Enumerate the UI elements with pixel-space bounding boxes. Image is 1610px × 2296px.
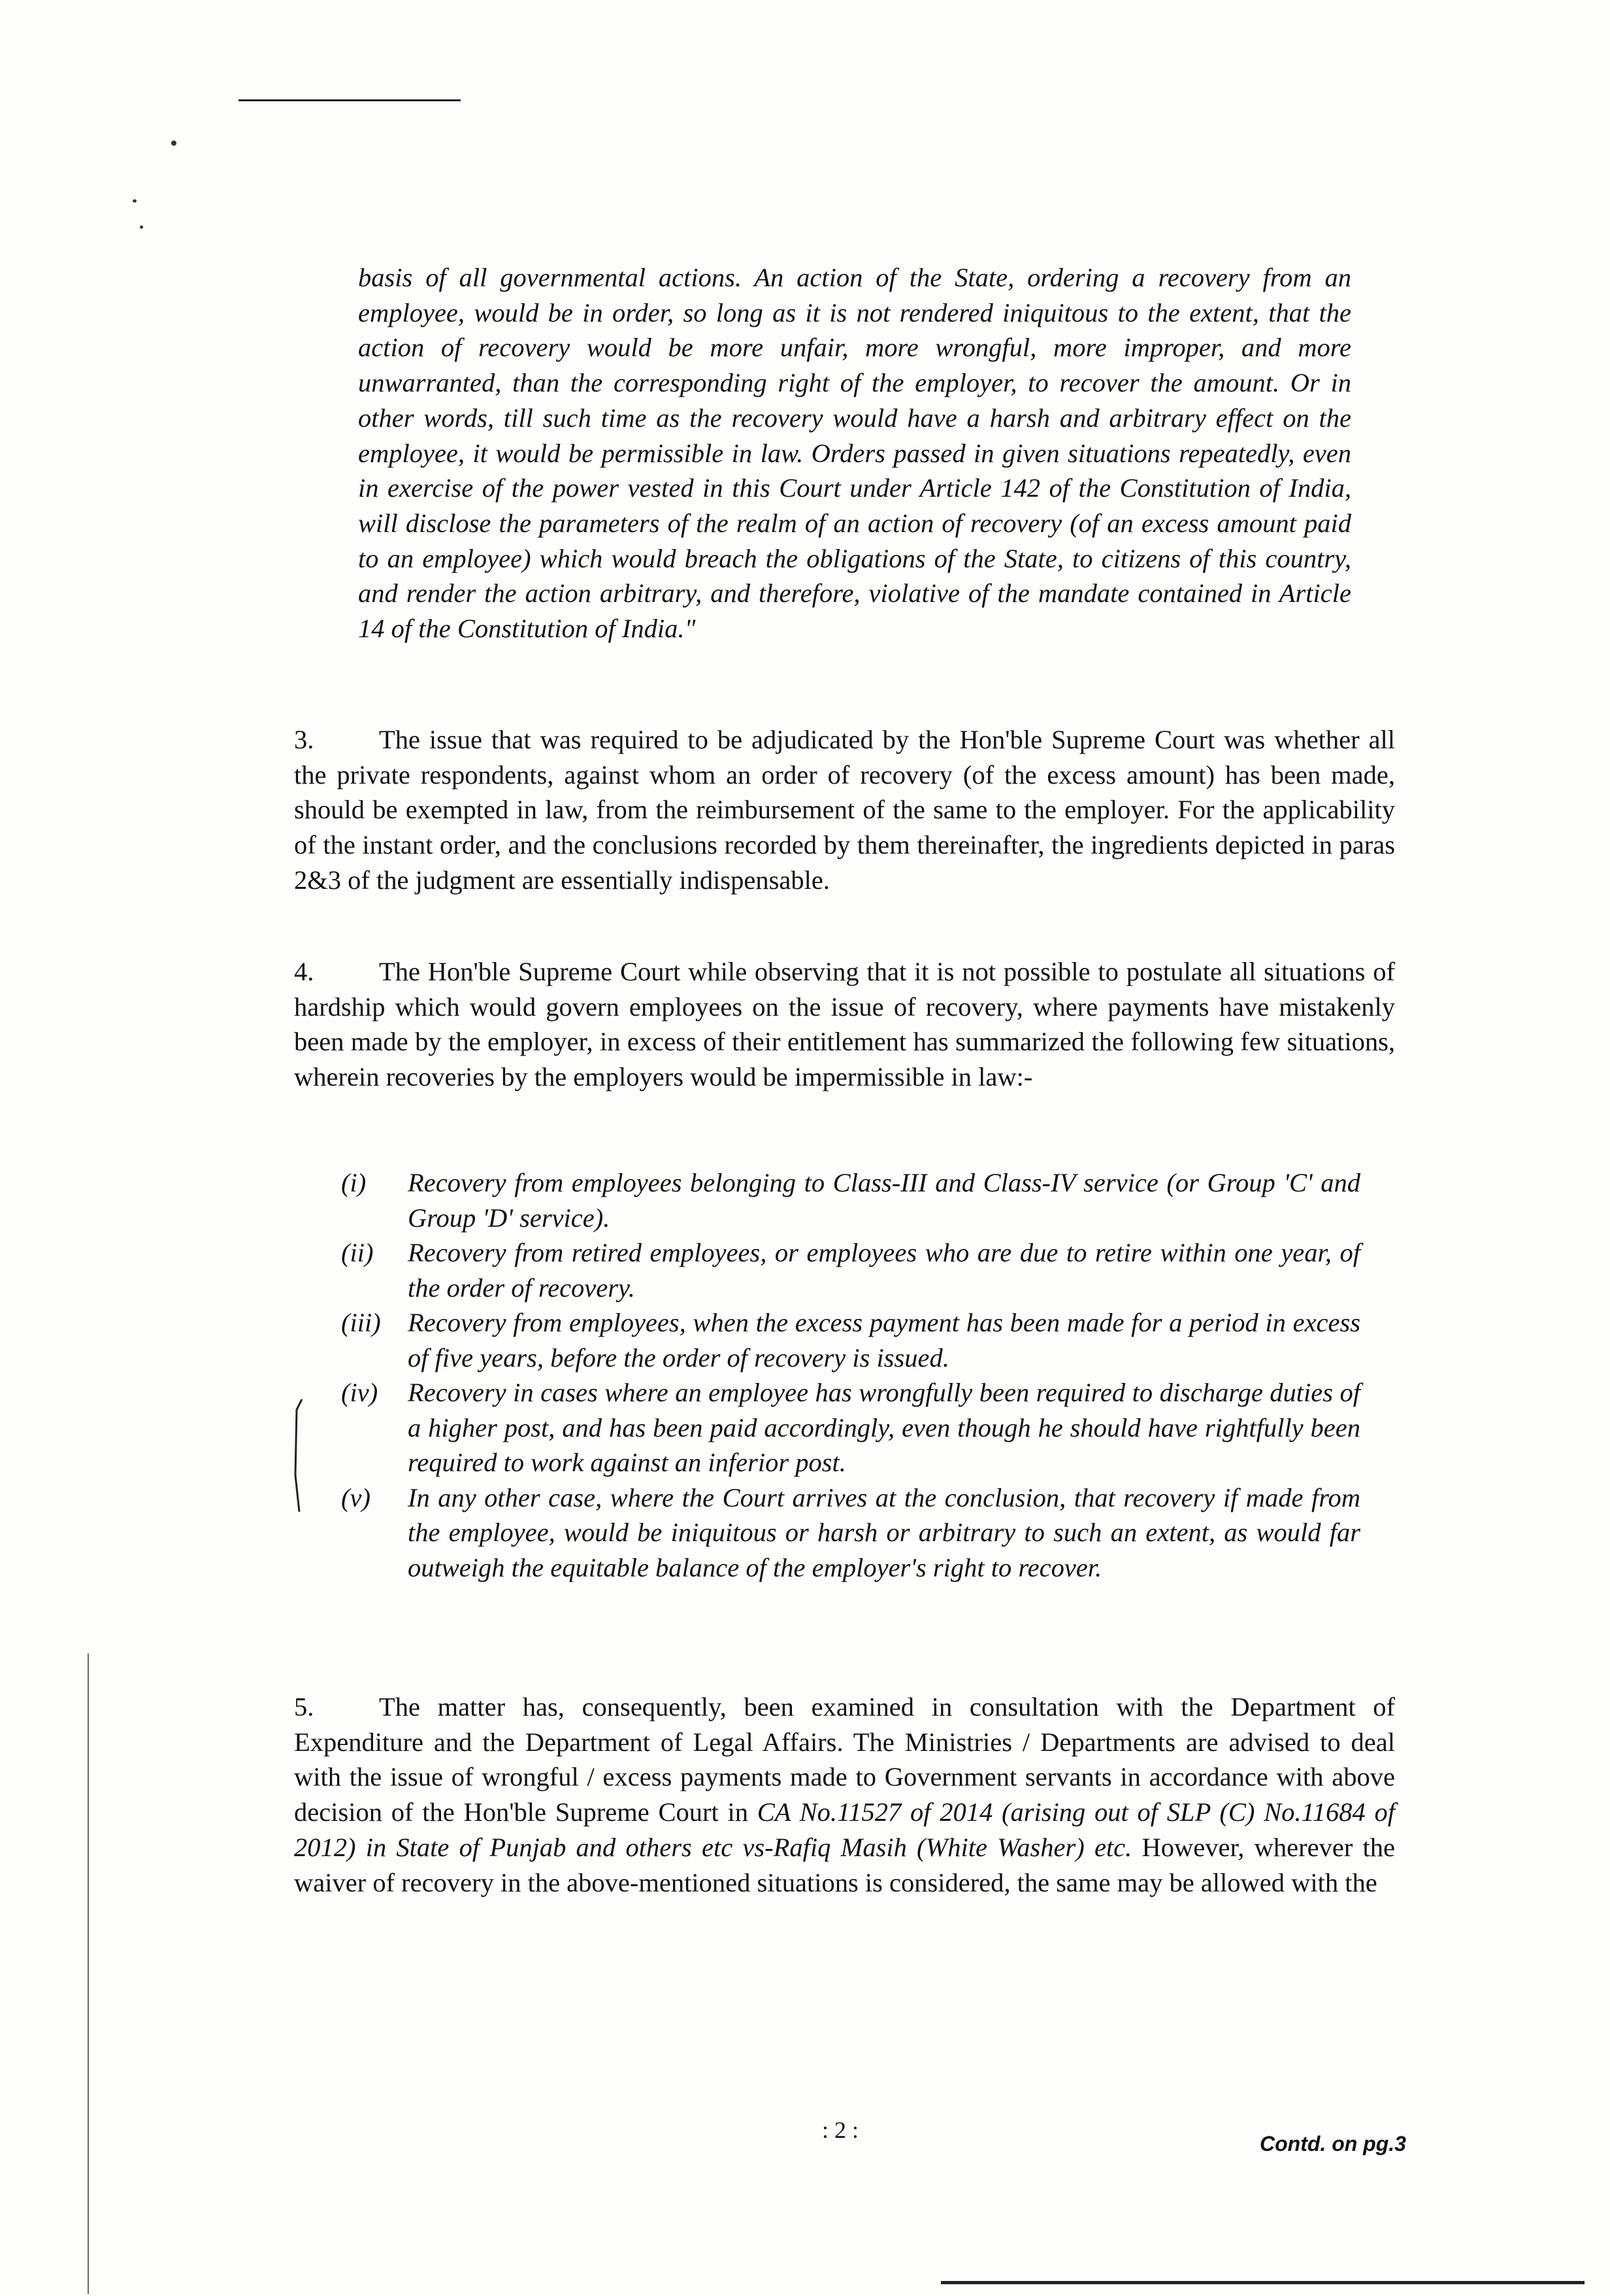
paragraph-4-text: The Hon'ble Supreme Court while observing that it is not possible to postulate all situations of hardship which would govern employees on the issue of recovery, where payments have mistakenly been made by the employer, in excess of their entitlement has summarized the following few situations, wherein recoveries by the employers would be impermissible in law:-	[294, 957, 1395, 1092]
case-citation: CA No.11527 of 2014 (arising out of SLP (C) No.11684 of 2012) in State of Punjab and others etc vs-Rafiq Masih (White Washer) etc.	[294, 1797, 1395, 1862]
situations-list	[341, 1165, 1360, 1585]
paragraph-4-number: 4.	[294, 957, 314, 986]
list-item-text: In any other case, where the Court arrives at the conclusion, that recovery if made from the employee, would be iniquitous or harsh or arbitrary to such an extent, as would far outweigh the equitable balance of the employer's right to recover.	[408, 1482, 1360, 1582]
list-item-text: Recovery from retired employees, or employees who are due to retire within one year, of the order of recovery.	[408, 1238, 1360, 1303]
list-marker: (iv)	[341, 1378, 378, 1407]
paragraph-4	[294, 954, 1395, 1095]
continued-note: Contd. on pg.3	[1260, 2132, 1406, 2155]
top-rule	[238, 99, 461, 101]
list-item	[341, 1235, 1360, 1305]
paragraph-3-number: 3.	[294, 725, 314, 754]
quoted-judgment-text: basis of all governmental actions. An action of the State, ordering a recovery from an employee, would be in order, so long as it is not rendered iniquitous to the extent, that the action of recovery would be more unfair, more wrongful, more improper, and more unwarranted, than the corresponding right of the employer, to recover the amount. Or in other words, till such time as the recovery would have a harsh and arbitrary effect on the employee, it would be permissible in law. Orders passed in given situations repeatedly, even in exercise of the power vested in this Court under Article 142 of the Constitution of India, will disclose the parameters of the realm of an action of recovery (of an excess amount paid to an employee) which would breach the obligations of the State, to citizens of this country, and render the action arbitrary, and therefore, violative of the mandate contained in Article 14 of the Constitution of India."	[358, 263, 1351, 644]
list-item	[341, 1165, 1360, 1235]
paragraph-5	[294, 1689, 1395, 1900]
scan-speck	[171, 141, 176, 146]
paragraph-5-text: The matter has, consequently, been examined in consultation with the Department of Expenditure and the Department of Legal Affairs. The Ministries / Departments are advised to deal with the issue of wrongful / excess payments made to Government servants in accordance with above decision of the Hon'ble Supreme Court in	[294, 1692, 1395, 1827]
margin-bracket-mark	[293, 1397, 319, 1514]
list-marker: (iii)	[341, 1308, 381, 1337]
list-item-text: Recovery from employees belonging to Class-III and Class-IV service (or Group 'C' and Group 'D' service).	[408, 1168, 1360, 1233]
list-item-text: Recovery in cases where an employee has wrongfully been required to discharge duties of a higher post, and has been paid accordingly, even though he should have rightfully been required to work against an inferior post.	[408, 1378, 1360, 1477]
list-marker: (ii)	[341, 1238, 374, 1267]
paragraph-3-text: The issue that was required to be adjudicated by the Hon'ble Supreme Court was whether all the private respondents, against whom an order of recovery (of the excess amount) has been made, should be exempted in law, from the reimbursement of the same to the employer. For the applicability of the instant order, and the conclusions recorded by them thereinafter, the ingredients depicted in paras 2&3 of the judgment are essentially indispensable.	[294, 725, 1395, 895]
list-item	[341, 1375, 1360, 1480]
paragraph-3	[294, 722, 1395, 898]
paragraph-5-text-continued: However, wherever the waiver of recovery in the above-mentioned situations is considered, the same may be allowed with the	[294, 1832, 1395, 1897]
list-item	[341, 1480, 1360, 1586]
page-number: : 2 :	[822, 2117, 859, 2143]
paragraph-5-number: 5.	[294, 1692, 314, 1722]
list-item	[341, 1305, 1360, 1375]
scan-speck	[140, 225, 143, 229]
list-marker: (i)	[341, 1168, 367, 1197]
scan-speck	[133, 199, 137, 203]
list-marker: (v)	[341, 1482, 370, 1512]
list-item-text: Recovery from employees, when the excess payment has been made for a period in excess of five years, before the order of recovery is issued.	[408, 1308, 1360, 1373]
left-border-line	[88, 1654, 89, 2294]
bottom-border-line	[941, 2281, 1585, 2284]
